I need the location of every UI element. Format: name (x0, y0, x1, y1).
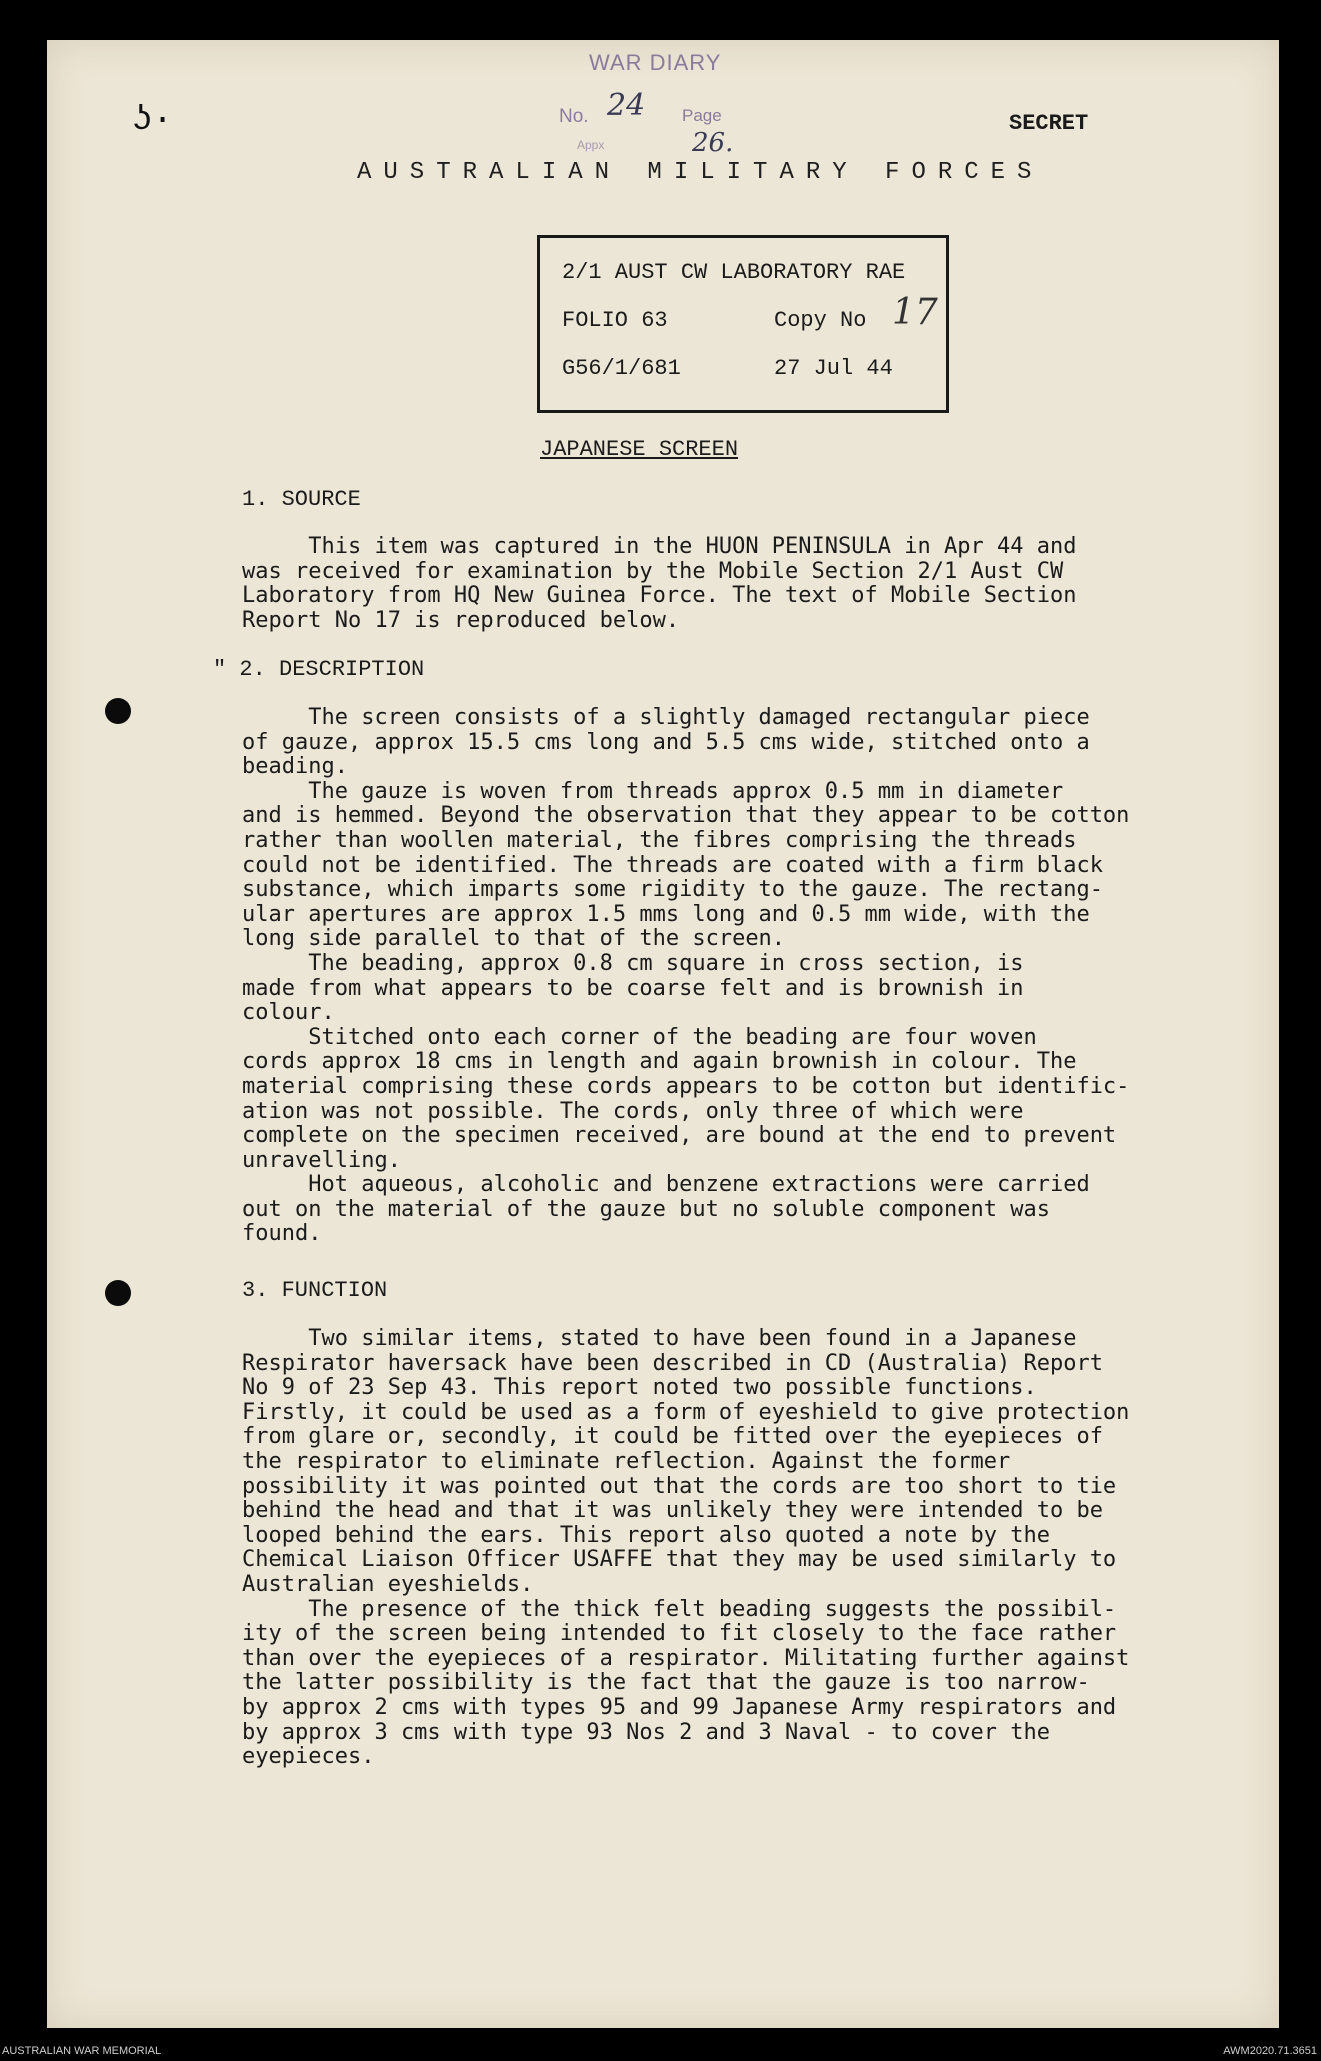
document-page (47, 40, 1279, 2028)
war-diary-stamp: WAR DIARY (589, 50, 722, 75)
footer-archive-name: AUSTRALIAN WAR MEMORIAL (2, 2045, 162, 2057)
handwritten-copy-number: 17 (892, 292, 938, 333)
handwritten-appendix-number: 26. (692, 128, 734, 158)
section-text-description: The screen consists of a slightly damaged rectangular piece of gauze, approx 15.5 cms long and 5.5 cms wide, stitched onto a beading. The gauze is woven from threads approx 0.5 mm in diameter and is hemmed. Beyond the observation that they appear to be cotton rather than woollen material, the fibres comprising the threads could not be identified. The threads are coated with a firm black substance, which imparts some rigidity to the gauze. The rectang- ular apertures are approx 1.5 mms long and 0.5 mm wide, with the long side parallel to that of the screen. The beading, approx 0.8 cm square in cross section, is made from what appears to be coarse felt and is brownish in colour. Stitched onto each corner of the beading are four woven cords approx 18 cms in length and again brownish in colour. The material comprising these cords appears to be cotton but identific- ation was not possible. The cords, only three of which were complete on the specimen received, are bound at the end to prevent unravelling. Hot aqueous, alcoholic and benzene extractions were carried out on the material of the gauze but no soluble component was found. (242, 705, 1130, 1247)
section-heading-description: " 2. DESCRIPTION (213, 657, 425, 682)
punch-hole (105, 1280, 131, 1306)
section-heading-source: 1. SOURCE (242, 487, 361, 512)
unit-name: 2/1 AUST CW LABORATORY RAE (562, 260, 906, 285)
punch-hole (105, 698, 131, 724)
footer-accession-number: AWM2020.71.3651 (1223, 2045, 1317, 2057)
laboratory-reference-box (537, 235, 949, 413)
section-heading-function: 3. FUNCTION (242, 1278, 388, 1303)
document-date: 27 Jul 44 (774, 356, 893, 381)
document-title: JAPANESE SCREEN (540, 437, 739, 462)
folio-number: FOLIO 63 (562, 308, 668, 333)
section-text-function: Two similar items, stated to have been found in a Japanese Respirator haversack have been described in CD (Australia) Report No 9 of 23 Sep 43. This report noted two possible functions. Firstly, it could be used as a form of eyeshield to give protection from glare or, secondly, it could be fitted over the eyepieces of the respirator to eliminate reflection. Against the former possibility it was pointed out that the cords are too short to tie behind the head and that it was unlikely they were intended to be looped behind the ears. This report also quoted a note by the Chemical Liaison Officer USAFFE that they may be used similarly to Australian eyeshields. The presence of the thick felt beading suggests the possibil- ity of the screen being intended to fit closely to the face rather than over the eyepieces of a respirator. Militating further against the latter possibility is the fact that the gauze is too narrow- by approx 2 cms with types 95 and 99 Japanese Army respirators and by approx 3 cms with type 93 Nos 2 and 3 Naval - to cover the eyepieces. (242, 1326, 1130, 1770)
handwritten-diary-number: 24 (607, 88, 646, 123)
stamp-appx-label: Appx (577, 138, 605, 152)
document-header: AUSTRALIAN MILITARY FORCES (357, 159, 1044, 186)
file-reference: G56/1/681 (562, 356, 681, 381)
security-classification: SECRET (1009, 111, 1089, 136)
section-text-source: This item was captured in the HUON PENINSULA in Apr 44 and was received for examination by the Mobile Section 2/1 Aust CW Laboratory from HQ New Guinea Force. The text of Mobile Section Report No 17 is reproduced below. (242, 534, 1077, 633)
pen-mark: ʖ· (132, 102, 173, 140)
stamp-page-label: Page (682, 106, 722, 125)
stamp-number-label: No. (559, 106, 589, 127)
copy-label: Copy No (774, 308, 867, 333)
